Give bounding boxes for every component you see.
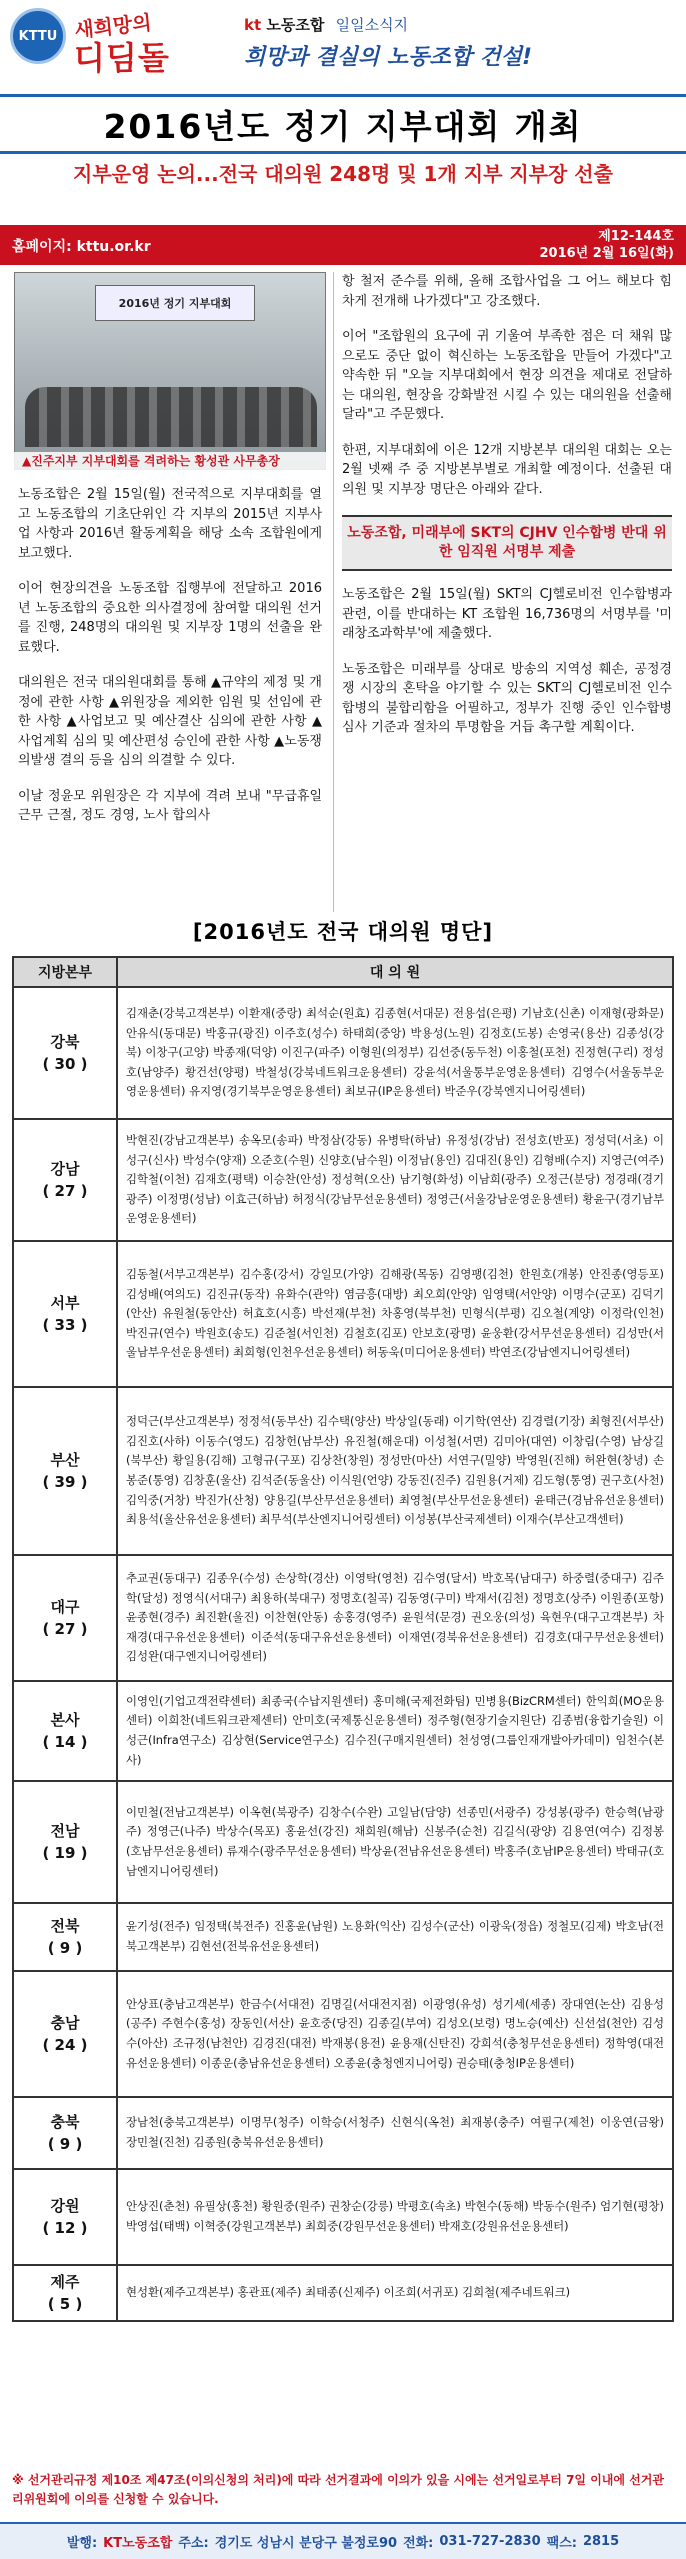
column-divider <box>333 272 334 912</box>
table-row <box>13 1681 673 1781</box>
masthead <box>0 0 686 225</box>
table-row <box>13 1781 673 1903</box>
region-name: 충북 <box>50 2113 80 2131</box>
region-column-header: 지방본부 <box>13 957 117 987</box>
delegate-names: 김재춘(강북고객본부) 이환재(중랑) 최석순(원효) 김종현(서대문) 전용섭(은평) 기남호(신촌) 이재형(광화문) 안유식(동대문) 박홍규(광진) 이주호(성수) 하태희(중앙) 박용성(노원) 김정호(도봉) 손영국(용산) 김종성(강북) 이창구(고양) 박종재(덕양) 이진구(파주) 이형원(의정부) 김선중(동두천) 이홍철(포천) 진정현(구리) 정성호(남양주) 황건선(양평) 박철성(강북네트워크운용센터) 강윤석(서울통부운영운용센터) 김영수(서울동부운영운용센터) 유지영(경기북부운영운용센터) 최보규(IP운용센터) 박준우(강북엔지니어링센터) <box>117 987 673 1119</box>
page-footer <box>0 2522 686 2559</box>
left-article-column <box>18 485 322 842</box>
delegate-table <box>12 956 674 2322</box>
address: 경기도 성남시 분당구 불정로90 <box>214 2536 398 2551</box>
table-row <box>13 1387 673 1555</box>
daily-label: 일일소식지 <box>335 16 409 34</box>
delegate-count: ( 9 ) <box>47 1939 83 1957</box>
article-paragraph: 한편, 지부대회에 이은 12개 지방본부 대의원 대회는 오는 2월 넷째 주 중 지방본부별로 개최할 예정이다. 선출된 대의원 및 지부장 명단은 아래와 같다. <box>342 442 672 497</box>
delegate-names: 안상표(충남고객본부) 한금수(서대전) 김명길(서대전지점) 이광영(유성) 성기세(세종) 장대연(논산) 김용성(공주) 주현수(홍성) 장동인(서산) 윤호중(당진) 김종길(부여) 김성오(보령) 명노승(예산) 신선섭(천안) 김성수(아산) 조규정(남천안) 김경진(대전) 박재봉(용전) 윤용재(신탄진) 강희석(충청무선운용센터) 정학영(대전유선운용센터) 이종운(충남유선운용센터) 오종윤(충청엔지니어링) 권승태(충청IP운용센터) <box>117 1971 673 2097</box>
delegate-names: 정덕근(부산고객본부) 정정석(동부산) 김수택(양산) 박상일(동래) 이기학(연산) 김경렬(기장) 최형진(서부산) 김진호(사하) 이동수(영도) 김창헌(남부산) 유진철(해운대) 이성철(서면) 김미아(대연) 이창림(수영) 남상길(북부산) 황일용(김해) 고형규(구포) 김상찬(창원) 정성만(마산) 서연구(밀양) 박영원(진해) 허완현(창녕) 손봉준(통영) 김창훈(울산) 김석준(동울산) 이식원(언양) 강동진(진주) 김원용(거제) 김도형(통영) 권구호(사천) 김익중(거창) 박진가(산청) 양용길(부산무선운용센터) 최영철(부산무선운용센터) 윤태근(경남유선운용센터) 최용석(울산유선운용센터) 최무석(부산엔지니어링센터) 이성봉(부산국제센터) 이재수(부산고객센터) <box>117 1387 673 1555</box>
photo-caption: ▲진주지부 지부대회를 격려하는 황성관 사무총장 <box>14 452 326 470</box>
region-cell <box>13 1555 117 1681</box>
fax-label: 팩스: <box>546 2536 577 2551</box>
delegate-names: 김동철(서부고객본부) 김수홍(강서) 강일모(가양) 김해광(목동) 김영팽(김천) 한원호(개봉) 안진종(영등포) 김성배(여의도) 김진규(동작) 유화수(관악) 염금흥(대방) 최오희(안양) 임영택(서안양) 이명수(군포) 김덕기(안산) 유원철(동안산) 허효호(시흥) 박선재(부천) 차홍영(북부천) 민형식(부평) 김오철(계양) 이정락(인천) 박진규(연수) 박원호(송도) 김준철(서인천) 김철호(김포) 안보호(광명) 윤웅환(강서무선운용센터) 김성만(서울남부우선운용센터) 최희형(인천우선운용센터) 허동욱(미디어운용센터) 박연조(강남엔지니어링센터) <box>117 1241 673 1387</box>
union-name: 노동조합 <box>266 16 325 34</box>
region-name: 강원 <box>50 2197 80 2215</box>
delegate-names: 장남천(충북고객본부) 이명무(청주) 이학승(서청주) 신현식(옥천) 최재봉(충주) 여필구(제천) 이웅연(금왕) 장민철(진천) 김종원(충북유선운용센터) <box>117 2097 673 2169</box>
article-paragraph: 이날 정윤모 위원장은 각 지부에 격려 보내 "무급휴일근무 근절, 정도 경영, 노사 합의사 <box>18 788 322 823</box>
table-row <box>13 2265 673 2321</box>
article-paragraph: 노동조합은 2월 15일(월) 전국적으로 지부대회를 열고 노동조합의 기초단위인 각 지부의 2015년 지부사업 사항과 2016년 활동계획을 해당 소속 조합원에게 보고했다. <box>18 487 322 561</box>
title-bar <box>0 94 686 154</box>
publisher: KT노동조합 <box>103 2536 173 2551</box>
phone-label: 전화: <box>403 2536 434 2551</box>
region-cell <box>13 1971 117 2097</box>
logo-text: KTTU <box>18 28 58 44</box>
delegate-count: ( 39 ) <box>42 1473 88 1491</box>
issue-number: 제12-144호 <box>598 229 674 244</box>
article-paragraph: 이어 현장의견을 노동조합 집행부에 전달하고 2016년 노동조합의 중요한 의사결정에 참여할 대의원 선거를 진행, 248명의 대의원 및 지부장 1명의 선출을 완료했다. <box>18 581 322 655</box>
delegate-names: 윤기성(전주) 임정택(북전주) 진홍윤(남원) 노용화(익산) 김성수(군산) 이광욱(정읍) 정철모(김제) 박호남(전북고객본부) 김현선(전북유선운용센터) <box>117 1903 673 1971</box>
region-name: 제주 <box>50 2273 80 2291</box>
delegate-count: ( 27 ) <box>42 1182 88 1200</box>
region-cell <box>13 2265 117 2321</box>
article-paragraph: 이어 "조합원의 요구에 귀 기울여 부족한 점은 더 채워 많으로도 중단 없이 혁신하는 노동조합을 만들어 가겠다"고 약속한 뒤 "오늘 지부대회에서 현장 의견을 제대로 전달하는 대의원, 현장을 강화발전 시킬 수 있는 대의원을 선출해달라"고 주문했다. <box>342 329 672 422</box>
right-article-column <box>342 272 672 754</box>
table-header-row <box>13 957 673 987</box>
info-banner <box>0 225 686 265</box>
kt-mark: kt <box>244 16 262 34</box>
delegate-count: ( 19 ) <box>42 1844 88 1862</box>
delegate-names: 안상진(춘천) 유필상(홍천) 황원중(원주) 권창순(강릉) 박평호(속초) 박현수(동해) 박동수(원주) 엄기현(평창) 박영섭(태백) 이혁중(강원고객본부) 최희중(강원무선운용센터) 박재호(강원유선운용센터) <box>117 2169 673 2265</box>
side-article-headline: 노동조합, 미래부에 SKT의 CJHV 인수합병 반대 위한 임직원 서명부 제출 <box>342 515 672 571</box>
delegate-table-title: [2016년도 전국 대의원 명단] <box>192 920 494 944</box>
article-paragraph: 노동조합은 미래부를 상대로 방송의 지역성 훼손, 공정경쟁 시장의 혼탁을 야기할 수 있는 SKT의 CJ헬로비전 인수합병의 불합리함을 어필하고, 정부가 진행 중인 인수합병 심사 기준과 절차의 투명함을 거듭 촉구할 계획이다. <box>342 661 672 735</box>
slogan-line2: 디딤돌 <box>74 39 170 77</box>
region-name: 대구 <box>50 1598 80 1616</box>
address-label: 주소: <box>178 2536 209 2551</box>
union-line <box>244 14 408 35</box>
phone: 031-727-2830 <box>439 2534 541 2549</box>
region-cell <box>13 1119 117 1241</box>
table-row <box>13 2169 673 2265</box>
delegate-count: ( 30 ) <box>42 1055 88 1073</box>
delegate-names: 추교권(동대구) 김종우(수성) 손상학(경산) 이영탁(영천) 김수영(달서) 박호목(남대구) 하중렬(중대구) 김주학(달성) 정영식(서대구) 최용하(북대구) 정명호(칠곡) 김동영(구미) 박재서(김천) 정명호(상주) 이원종(포항) 윤종현(경주) 최진환(울진) 이찬현(안동) 송홍경(영주) 윤원석(문경) 권오웅(의성) 육현우(대구고객본부) 차재경(대구유선운용센터) 이준석(동대구유선운용센터) 이재연(경북유선운용센터) 김경호(대구무선운용센터) 김성완(대구엔지니어링센터) <box>117 1555 673 1681</box>
delegate-names: 현성환(제주고객본부) 홍관표(제주) 최태종(신제주) 이조희(서귀포) 김희철(제주네트워크) <box>117 2265 673 2321</box>
table-row <box>13 987 673 1119</box>
region-cell <box>13 2097 117 2169</box>
region-cell <box>13 2169 117 2265</box>
publisher-label: 발행: <box>66 2536 98 2551</box>
slogan-art <box>73 8 194 77</box>
event-photo <box>14 272 326 470</box>
election-footnote: ※ 선거관리규정 제10조 제47조(이의신청의 처리)에 따라 선거결과에 이의가 있을 시에는 선거일로부터 7일 이내에 선거관리위원회에 이의를 신청할 수 있습니다. <box>12 2473 664 2506</box>
region-name: 본사 <box>50 1711 80 1729</box>
table-row <box>13 1241 673 1387</box>
table-row <box>13 1903 673 1971</box>
table-row <box>13 1555 673 1681</box>
region-cell <box>13 1681 117 1781</box>
region-name: 강북 <box>50 1033 80 1051</box>
region-cell <box>13 1387 117 1555</box>
article-paragraph: 대의원은 전국 대의원대회를 통해 ▲규약의 제정 및 개정에 관한 사항 ▲위원장을 제외한 임원 및 선임에 관한 사항 ▲사업보고 및 예산결산 심의에 관한 사항 ▲사업계획 심의 및 예산편성 승인에 관한 사항 ▲노동쟁의발생 결의 등을 심의 의결할 수 있다. <box>18 675 322 768</box>
delegate-names: 이민철(전남고객본부) 이옥현(북광주) 김창수(수완) 고일남(담양) 선종민(서광주) 강성봉(광주) 한승혁(남광주) 정영근(나주) 박상수(목포) 홍윤선(강진) 채희원(해남) 신봉주(순천) 김길식(광양) 김용연(여수) 김정봉(호남무선운용센터) 류재수(광주무선운용센터) 박상윤(전남유선운용센터) 박홍주(호남IP운용센터) 박태규(호남엔지니어링센터) <box>117 1781 673 1903</box>
delegates-column-header: 대 의 원 <box>117 957 673 987</box>
region-name: 전북 <box>50 1917 80 1935</box>
delegate-names: 이영인(기업고객전략센터) 최종국(수납지원센터) 홍미해(국제전화팀) 민병용(BizCRM센터) 한익희(MO운용센터) 이희찬(네트워크관제센터) 안미호(국제통신운용센터) 정주형(현장기술지원단) 김종범(융합기술원) 이성근(Infra연구소) 김상현(Service연구소) 김수진(구매지원센터) 천성영(그룹인재개발아카데미) 임천수(본사) <box>117 1681 673 1781</box>
table-row <box>13 1119 673 1241</box>
delegate-count: ( 24 ) <box>42 2036 88 2054</box>
delegate-names: 박현진(강남고객본부) 송옥모(송파) 박정삼(강동) 유병탁(하남) 유정성(강남) 전성호(반포) 정성덕(서초) 이성구(신사) 박성수(양재) 오준호(수원) 신양호(남수원) 이정남(용인) 김대진(용인) 김형배(수지) 지영근(여주) 김학철(이천) 김재호(평택) 이승찬(안성) 정성혁(오산) 남기형(화성) 이남희(광주) 오정근(분당) 정경래(경기광주) 이정명(성남) 이효근(하남) 허정식(강남무선운용센터) 정영근(서울강남운영운용센터) 황윤구(경기남부운영운용센터) <box>117 1119 673 1241</box>
region-name: 전남 <box>50 1822 80 1840</box>
homepage-link[interactable]: 홈페이지: kttu.or.kr <box>12 239 151 255</box>
article-paragraph: 항 철저 준수를 위해, 올해 조합사업을 그 어느 해보다 힘차게 전개해 나가겠다"고 강조했다. <box>342 274 672 309</box>
kttu-logo <box>10 8 66 64</box>
region-name: 부산 <box>50 1451 80 1469</box>
motto: 희망과 결실의 노동조합 건설! <box>244 45 533 70</box>
article-paragraph: 노동조합은 2월 15일(월) SKT의 CJ헬로비전 인수합병과 관련, 이를 반대하는 KT 조합원 16,736명의 서명부를 '미래창조과학부'에 제출했다. <box>342 587 672 641</box>
delegate-count: ( 14 ) <box>42 1733 88 1751</box>
issue-info <box>540 228 675 262</box>
page-subtitle: 지부운영 논의...전국 대의원 248명 및 1개 지부 지부장 선출 <box>73 162 613 186</box>
delegate-count: ( 5 ) <box>47 2295 83 2313</box>
region-name: 서부 <box>50 1294 80 1312</box>
delegate-count: ( 12 ) <box>42 2219 88 2237</box>
issue-date: 2016년 2월 16일(화) <box>539 246 674 261</box>
delegate-count: ( 33 ) <box>42 1316 88 1334</box>
table-row <box>13 2097 673 2169</box>
slogan-line1: 새희망의 <box>73 10 153 43</box>
region-cell <box>13 1241 117 1387</box>
table-row <box>13 1971 673 2097</box>
event-screen: 2016년 정기 지부대회 <box>95 285 255 321</box>
delegate-count: ( 9 ) <box>47 2135 83 2153</box>
region-cell <box>13 1903 117 1971</box>
fax: 2815 <box>582 2534 620 2549</box>
region-name: 강남 <box>50 1160 80 1178</box>
region-name: 충남 <box>50 2014 80 2032</box>
region-cell <box>13 987 117 1119</box>
attendees-silhouette <box>25 387 317 447</box>
page-title: 2016년도 정기 지부대회 개최 <box>103 106 583 146</box>
delegate-count: ( 27 ) <box>42 1620 88 1638</box>
region-cell <box>13 1781 117 1903</box>
